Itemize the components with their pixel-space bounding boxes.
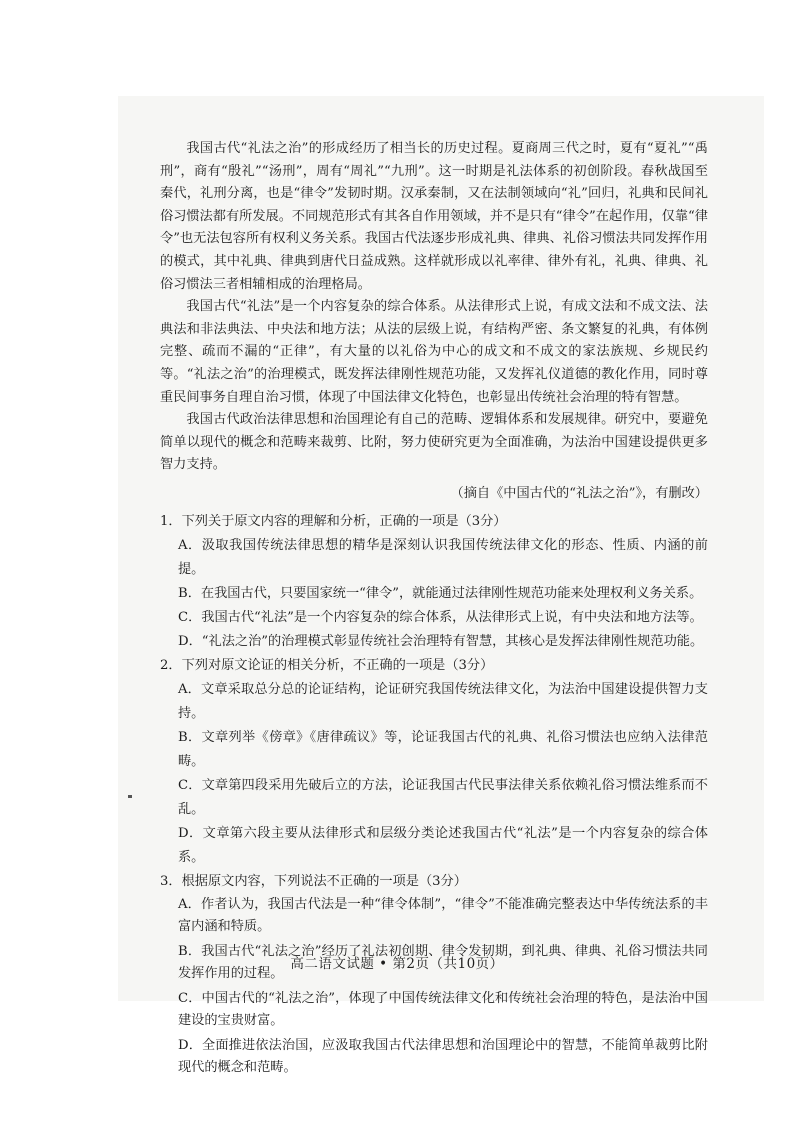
question-stem: 1．下列关于原文内容的理解和分析，正确的一项是（3分） (160, 513, 507, 529)
scan-speck (128, 795, 132, 798)
option-b: B．文章列举《傍章》《唐律疏议》等，论证我国古代的礼典、礼俗习惯法也应纳入法律范畴。 (178, 729, 708, 769)
option-a: A．文章采取总分总的论证结构，论证研究我国传统法律文化，为法治中国建设提供智力支持。 (178, 681, 708, 721)
option-a: A．作者认为，我国古代法是一种“律令体制”，“律令”不能准确完整表达中华传统法系的丰富内涵和特质。 (178, 896, 708, 934)
option-b: B．我国古代“礼法之治”经历了礼法初创期、律令发韧期，到礼典、律典、礼俗习惯法共同发挥作用的过程。 (178, 943, 708, 981)
passage-paragraph: 我国古代“礼法之治”的形成经历了相当长的历史过程。夏商周三代之时，夏有“夏礼”“禹刑”，商有“殷礼”“汤刑”，周有“周礼”“九刑”。这一时期是礼法体系的初创阶段。春秋战国至秦代，礼刑分离，也是“律令”发韧时期。汉承秦制，又在法制领域向“礼”回归，礼典和民间礼俗习惯法都有所发展。不同规范形式有其各自作用领域，并不是只有“律令”在起作用，仅靠“律令”也无法包容所有权利义务关系。我国古代法逐步形成礼典、律典、礼俗习惯法共同发挥作用的模式，其中礼典、律典到唐代日益成熟。这样就形成以礼率律、律外有礼，礼典、律典、礼俗习惯法三者相辅相成的治理格局。 (160, 141, 708, 292)
option-d: D．文章第六段主要从法律形式和层级分类论述我国古代“礼法”是一个内容复杂的综合体系。 (178, 825, 708, 865)
passage-paragraph: 我国古代“礼法”是一个内容复杂的综合体系。从法律形式上说，有成文法和不成文法、法典法和非法典法、中央法和地方法；从法的层级上说，有结构严密、条文繁复的礼典，有体例完整、疏而不漏的“正律”，有大量的以礼俗为中心的成文和不成文的家法族规、乡规民约等。“礼法之治”的治理模式，既发挥法律刚性规范功能，又发挥礼仪道德的教化作用，同时尊重民间事务自理自治习惯，体现了中国法律文化特色，也彰显出传统社会治理的特有智慧。 (160, 299, 708, 405)
option-c: C．我国古代“礼法”是一个内容复杂的综合体系，从法律形式上说，有中央法和地方法等。 (178, 609, 703, 625)
option-d: D．全面推进依法治国，应汲取我国古代法律思想和治国理论中的智慧，不能简单裁剪比附现代的概念和范畴。 (178, 1037, 708, 1075)
question-3 (160, 870, 708, 1079)
option-b: B．在我国古代，只要国家统一“律令”，就能通过法律刚性规范功能来处理权利义务关系。 (178, 585, 703, 601)
page-footer: 高二语文试题 • 第2页（共10页） (290, 956, 504, 972)
option-d: D．“礼法之治”的治理模式彰显传统社会治理特有智慧，其核心是发挥法律刚性规范功能。 (178, 633, 704, 649)
question-1 (160, 510, 708, 654)
exam-content (160, 138, 708, 1082)
question-stem: 3．根据原文内容，下列说法不正确的一项是（3分） (160, 873, 467, 889)
passage-paragraph: 我国古代政治法律思想和治国理论有自己的范畴、逻辑体系和发展规律。研究中，要避免简单以现代的概念和范畴来裁剪、比附，努力使研究更为全面准确，为法治中国建设提供更多智力支持。 (160, 412, 708, 473)
option-c: C．中国古代的“礼法之治”，体现了中国传统法律文化和传统社会治理的特色，是法治中国建设的宝贵财富。 (178, 990, 708, 1028)
question-stem: 2．下列对原文论证的相关分析，不正确的一项是（3分） (160, 657, 494, 673)
passage-source: （摘自《中国古代的“礼法之治”》，有删改） (450, 485, 708, 501)
question-2 (160, 654, 708, 870)
option-a: A．汲取我国传统法律思想的精华是深刻认识我国传统法律文化的形态、性质、内涵的前提。 (178, 537, 708, 577)
option-c: C．文章第四段采用先破后立的方法，论证我国古代民事法律关系依赖礼俗习惯法维系而不乱。 (178, 777, 708, 817)
